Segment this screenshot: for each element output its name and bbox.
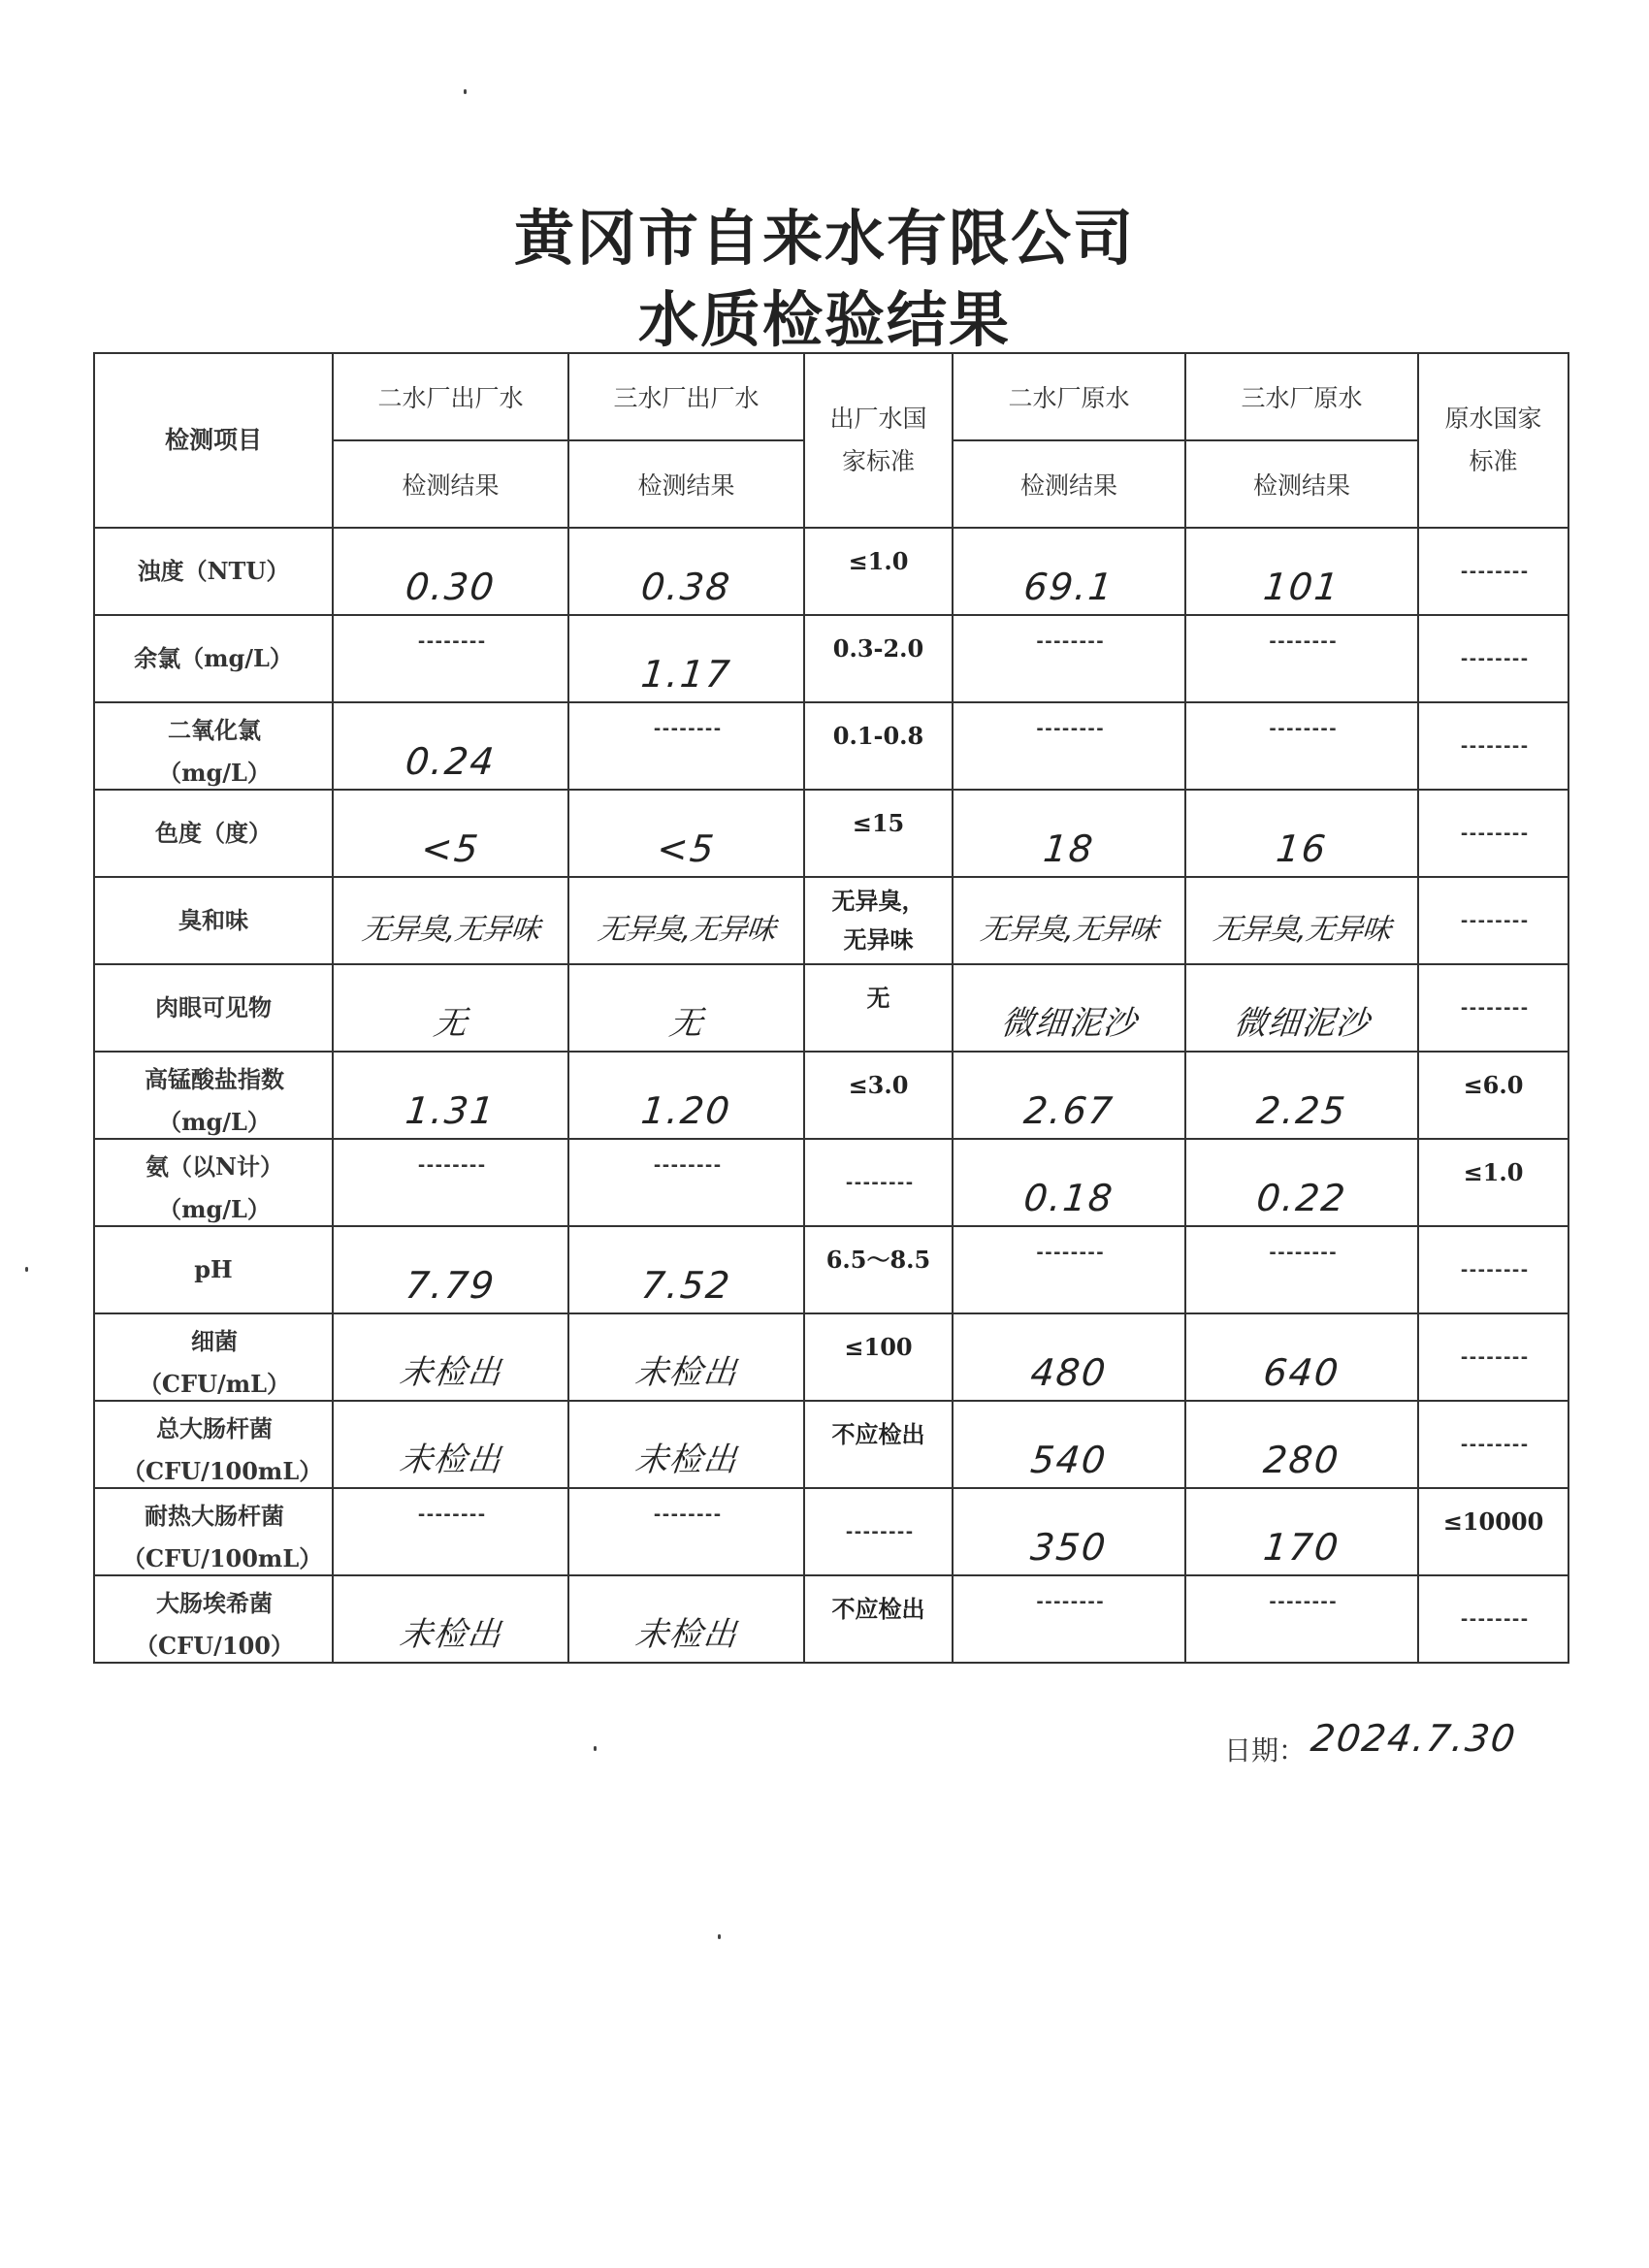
- value-cell-p2-raw: [953, 1401, 1185, 1488]
- empty-dash: --------: [1267, 1243, 1337, 1263]
- item-label: 二氧化氯（mg/L）: [158, 716, 271, 787]
- value-cell-p3-raw: [1185, 1488, 1418, 1575]
- scan-speck: [25, 1267, 28, 1272]
- value-cell-raw-std: [1418, 877, 1568, 964]
- item-cell: [94, 1401, 333, 1488]
- header-plant2-raw-label: 二水厂原水: [1008, 384, 1130, 412]
- value-cell-p2-out: [333, 1401, 568, 1488]
- handwritten-value: 无: [431, 1004, 470, 1043]
- header-result: [568, 440, 804, 528]
- item-label: 高锰酸盐指数（mg/L）: [145, 1065, 284, 1136]
- empty-dash: --------: [1034, 1243, 1104, 1263]
- value-cell-p3-raw: [1185, 877, 1418, 964]
- table-row: [94, 702, 1568, 790]
- handwritten-value: 7.52: [638, 1264, 734, 1307]
- header-result: [333, 440, 568, 528]
- empty-dash: --------: [1459, 561, 1528, 582]
- handwritten-value: 未检出: [397, 1353, 504, 1392]
- standard-value: ≤1.0: [848, 547, 909, 575]
- scan-speck: [464, 89, 467, 94]
- header-result-label: 检测结果: [637, 471, 735, 500]
- value-cell-raw-std: [1418, 1401, 1568, 1488]
- value-cell-out-std: [804, 1139, 953, 1226]
- value-cell-out-std: [804, 1401, 953, 1488]
- value-cell-p3-out: [568, 877, 804, 964]
- item-cell: [94, 702, 333, 790]
- header-result-label: 检测结果: [1019, 471, 1117, 500]
- value-cell-p2-raw: [953, 528, 1185, 615]
- handwritten-value: 350: [1028, 1526, 1110, 1569]
- table-row: [94, 964, 1568, 1052]
- handwritten-value: 0.24: [403, 740, 499, 783]
- empty-dash: --------: [1459, 1259, 1528, 1280]
- value-cell-p3-out: [568, 1139, 804, 1226]
- standard-value: ≤10000: [1442, 1507, 1544, 1536]
- value-cell-p3-raw: [1185, 964, 1418, 1052]
- standard-value: ≤15: [852, 809, 905, 837]
- empty-dash: --------: [844, 1521, 913, 1542]
- handwritten-value: 0.30: [403, 566, 499, 608]
- item-label: 肉眼可见物: [155, 993, 272, 1021]
- value-cell-p2-out: [333, 1139, 568, 1226]
- value-cell-p2-raw: [953, 1226, 1185, 1313]
- empty-dash: --------: [1459, 735, 1528, 757]
- handwritten-value: 1.31: [403, 1089, 499, 1132]
- handwritten-value: 0.38: [638, 566, 734, 608]
- handwritten-value: 18: [1041, 827, 1097, 870]
- header-raw-standard-label: 原水国家标准: [1444, 405, 1542, 475]
- table-row: [94, 877, 1568, 964]
- table-row: [94, 615, 1568, 702]
- table-row: [94, 790, 1568, 877]
- empty-dash: --------: [1034, 632, 1104, 652]
- value-cell-p3-out: [568, 1052, 804, 1139]
- item-cell: [94, 1139, 333, 1226]
- empty-dash: --------: [1034, 719, 1104, 739]
- value-cell-out-std: [804, 615, 953, 702]
- handwritten-value: 未检出: [632, 1441, 740, 1479]
- handwritten-value: 无异臭,无异味: [596, 913, 777, 947]
- handwritten-value: 无: [666, 1004, 706, 1043]
- value-cell-raw-std: [1418, 1052, 1568, 1139]
- value-cell-p2-out: [333, 1052, 568, 1139]
- empty-dash: --------: [1459, 1346, 1528, 1368]
- value-cell-out-std: [804, 877, 953, 964]
- value-cell-p3-out: [568, 702, 804, 790]
- header-result: [953, 440, 1185, 528]
- value-cell-p2-raw: [953, 615, 1185, 702]
- handwritten-value: 280: [1261, 1439, 1342, 1481]
- scan-speck: [594, 1746, 597, 1751]
- company-name: 黄冈市自来水有限公司: [513, 203, 1135, 274]
- item-label: 耐热大肠杆菌（CFU/100mL）: [122, 1502, 323, 1572]
- value-cell-p3-raw: [1185, 702, 1418, 790]
- value-cell-p3-raw: [1185, 790, 1418, 877]
- item-label: 色度（度）: [155, 819, 272, 847]
- handwritten-value: 微细泥沙: [1231, 1004, 1373, 1043]
- value-cell-p2-out: [333, 702, 568, 790]
- empty-dash: --------: [652, 1505, 721, 1525]
- item-cell: [94, 528, 333, 615]
- empty-dash: --------: [844, 1172, 913, 1193]
- item-cell: [94, 1313, 333, 1401]
- empty-dash: --------: [1459, 910, 1528, 931]
- header-raw-standard: [1418, 353, 1568, 528]
- value-cell-p3-raw: [1185, 1226, 1418, 1313]
- handwritten-value: <5: [419, 827, 482, 870]
- value-cell-p3-out: [568, 1313, 804, 1401]
- item-cell: [94, 1226, 333, 1313]
- header-out-standard-label: 出厂水国家标准: [829, 405, 927, 475]
- value-cell-raw-std: [1418, 1226, 1568, 1313]
- value-cell-raw-std: [1418, 964, 1568, 1052]
- value-cell-p3-out: [568, 528, 804, 615]
- item-cell: [94, 1052, 333, 1139]
- value-cell-p2-raw: [953, 1575, 1185, 1663]
- value-cell-out-std: [804, 1575, 953, 1663]
- handwritten-value: 2.25: [1254, 1089, 1349, 1132]
- handwritten-value: 1.17: [638, 653, 734, 696]
- item-cell: [94, 1575, 333, 1663]
- table-row: [94, 1575, 1568, 1663]
- header-item: [94, 353, 333, 528]
- table-row: [94, 1488, 1568, 1575]
- header-plant3-out: [568, 353, 804, 440]
- value-cell-p2-raw: [953, 702, 1185, 790]
- empty-dash: --------: [1459, 648, 1528, 669]
- item-cell: [94, 790, 333, 877]
- handwritten-value: 69.1: [1021, 566, 1116, 608]
- item-label: 总大肠杆菌（CFU/100mL）: [122, 1414, 323, 1485]
- empty-dash: --------: [1459, 1434, 1528, 1455]
- value-cell-p2-out: [333, 615, 568, 702]
- table-row: [94, 1226, 1568, 1313]
- table-row: [94, 1052, 1568, 1139]
- table-row: [94, 1401, 1568, 1488]
- table-row: [94, 1313, 1568, 1401]
- value-cell-out-std: [804, 1226, 953, 1313]
- standard-value: 无异臭，无异味: [831, 887, 925, 954]
- handwritten-value: 640: [1261, 1351, 1342, 1394]
- table-row: [94, 1139, 1568, 1226]
- handwritten-value: 16: [1274, 827, 1330, 870]
- value-cell-raw-std: [1418, 528, 1568, 615]
- empty-dash: --------: [1267, 632, 1337, 652]
- handwritten-value: 480: [1028, 1351, 1110, 1394]
- value-cell-p3-out: [568, 1488, 804, 1575]
- value-cell-p2-out: [333, 790, 568, 877]
- value-cell-p3-raw: [1185, 1052, 1418, 1139]
- value-cell-out-std: [804, 964, 953, 1052]
- value-cell-p2-raw: [953, 1139, 1185, 1226]
- value-cell-out-std: [804, 702, 953, 790]
- item-cell: [94, 1488, 333, 1575]
- empty-dash: --------: [1459, 823, 1528, 844]
- empty-dash: --------: [1034, 1592, 1104, 1612]
- empty-dash: --------: [416, 1505, 485, 1525]
- standard-value: 不应检出: [831, 1420, 925, 1448]
- item-label: 浊度（NTU）: [137, 557, 290, 585]
- value-cell-raw-std: [1418, 790, 1568, 877]
- standard-value: 0.3-2.0: [832, 634, 924, 663]
- value-cell-p2-out: [333, 964, 568, 1052]
- value-cell-p2-raw: [953, 1052, 1185, 1139]
- header-plant3-raw-label: 三水厂原水: [1241, 384, 1363, 412]
- handwritten-value: 170: [1261, 1526, 1342, 1569]
- item-label: 臭和味: [178, 906, 248, 934]
- value-cell-p2-raw: [953, 790, 1185, 877]
- header-out-standard: [804, 353, 953, 528]
- scan-speck: [718, 1934, 721, 1939]
- value-cell-p2-out: [333, 1488, 568, 1575]
- header-result-label: 检测结果: [1252, 471, 1350, 500]
- table-row: [94, 528, 1568, 615]
- value-cell-p2-out: [333, 1313, 568, 1401]
- header-plant2-out: [333, 353, 568, 440]
- value-cell-raw-std: [1418, 1575, 1568, 1663]
- value-cell-p2-raw: [953, 877, 1185, 964]
- standard-value: 不应检出: [831, 1595, 925, 1623]
- empty-dash: --------: [652, 1155, 721, 1176]
- empty-dash: --------: [1459, 1608, 1528, 1630]
- header-item-label: 检测项目: [164, 426, 262, 454]
- item-label: pH: [194, 1255, 233, 1283]
- handwritten-value: 无异臭,无异味: [1211, 913, 1393, 947]
- value-cell-p3-out: [568, 1401, 804, 1488]
- standard-value: ≤100: [844, 1333, 913, 1361]
- item-label: 余氯（mg/L）: [134, 644, 293, 672]
- item-cell: [94, 615, 333, 702]
- value-cell-p2-raw: [953, 1488, 1185, 1575]
- standard-value: ≤6.0: [1463, 1071, 1524, 1099]
- standard-value: 6.5～8.5: [825, 1246, 931, 1274]
- handwritten-value: 未检出: [397, 1615, 504, 1654]
- standard-value: ≤3.0: [848, 1071, 909, 1099]
- value-cell-p3-out: [568, 790, 804, 877]
- handwritten-value: 微细泥沙: [998, 1004, 1140, 1043]
- handwritten-value: 7.79: [403, 1264, 499, 1307]
- handwritten-value: 未检出: [397, 1441, 504, 1479]
- value-cell-p3-out: [568, 964, 804, 1052]
- handwritten-value: 101: [1261, 566, 1342, 608]
- value-cell-p2-raw: [953, 1313, 1185, 1401]
- results-table: [93, 352, 1569, 1664]
- handwritten-value: 无异臭,无异味: [360, 913, 541, 947]
- value-cell-p2-raw: [953, 964, 1185, 1052]
- value-cell-p3-raw: [1185, 1313, 1418, 1401]
- empty-dash: --------: [416, 632, 485, 652]
- value-cell-p3-raw: [1185, 528, 1418, 615]
- header-plant2-raw: [953, 353, 1185, 440]
- standard-value: ≤1.0: [1463, 1158, 1524, 1186]
- header-row-1: [94, 353, 1568, 440]
- value-cell-out-std: [804, 790, 953, 877]
- date-label: 日期：: [1224, 1734, 1307, 1766]
- handwritten-value: 540: [1028, 1439, 1110, 1481]
- handwritten-value: 无异臭,无异味: [978, 913, 1160, 947]
- empty-dash: --------: [652, 719, 721, 739]
- handwritten-value: 1.20: [638, 1089, 734, 1132]
- handwritten-value: 2.67: [1021, 1089, 1116, 1132]
- empty-dash: --------: [1267, 1592, 1337, 1612]
- handwritten-value: 0.22: [1254, 1177, 1349, 1219]
- item-label: 氨（以N计）（mg/L）: [146, 1152, 283, 1223]
- value-cell-p3-raw: [1185, 1401, 1418, 1488]
- empty-dash: --------: [1267, 719, 1337, 739]
- value-cell-raw-std: [1418, 1488, 1568, 1575]
- header-plant3-raw: [1185, 353, 1418, 440]
- standard-value: 0.1-0.8: [832, 722, 924, 750]
- handwritten-value: 未检出: [632, 1615, 740, 1654]
- value-cell-out-std: [804, 1313, 953, 1401]
- value-cell-out-std: [804, 528, 953, 615]
- value-cell-raw-std: [1418, 615, 1568, 702]
- value-cell-out-std: [804, 1488, 953, 1575]
- handwritten-value: <5: [655, 827, 718, 870]
- header-plant2-out-label: 二水厂出厂水: [377, 384, 524, 412]
- value-cell-p2-out: [333, 1575, 568, 1663]
- value-cell-p3-out: [568, 1575, 804, 1663]
- item-label: 细菌（CFU/mL）: [138, 1327, 291, 1398]
- handwritten-value: 未检出: [632, 1353, 740, 1392]
- header-plant3-out-label: 三水厂出厂水: [613, 384, 760, 412]
- value-cell-p3-raw: [1185, 615, 1418, 702]
- value-cell-p2-out: [333, 877, 568, 964]
- handwritten-value: 0.18: [1021, 1177, 1116, 1219]
- value-cell-p2-out: [333, 1226, 568, 1313]
- empty-dash: --------: [416, 1155, 485, 1176]
- value-cell-p2-out: [333, 528, 568, 615]
- item-cell: [94, 964, 333, 1052]
- value-cell-out-std: [804, 1052, 953, 1139]
- value-cell-raw-std: [1418, 1139, 1568, 1226]
- value-cell-raw-std: [1418, 702, 1568, 790]
- standard-value: 无: [866, 984, 890, 1012]
- empty-dash: --------: [1459, 997, 1528, 1019]
- value-cell-raw-std: [1418, 1313, 1568, 1401]
- value-cell-p3-out: [568, 615, 804, 702]
- header-result-label: 检测结果: [402, 471, 500, 500]
- value-cell-p3-out: [568, 1226, 804, 1313]
- date-value: 2024.7.30: [1308, 1717, 1520, 1760]
- document-title: 水质检验结果: [637, 284, 1011, 355]
- value-cell-p3-raw: [1185, 1575, 1418, 1663]
- value-cell-p3-raw: [1185, 1139, 1418, 1226]
- header-result: [1185, 440, 1418, 528]
- item-label: 大肠埃希菌（CFU/100）: [135, 1589, 294, 1660]
- item-cell: [94, 877, 333, 964]
